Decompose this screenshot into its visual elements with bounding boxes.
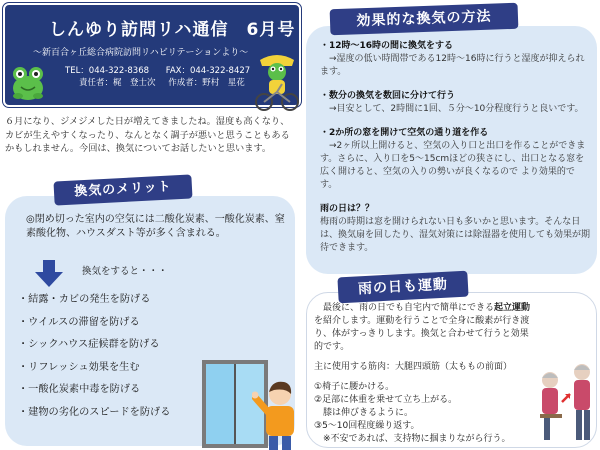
method-content <box>320 40 590 266</box>
method-block <box>320 40 590 79</box>
rain-step: ①椅子に腰かける。 <box>314 382 395 392</box>
method-block-title: ・数分の換気を数回に分けて行う <box>320 91 456 101</box>
rain-intro <box>314 302 536 354</box>
method-block <box>320 127 590 192</box>
method-block-title: ・12時～16時の間に換気をする <box>320 41 454 51</box>
rain-step: ②足部に体重を乗せて立ち上がる。 <box>314 395 458 405</box>
rain-intro-text: 最後に、雨の日でも自宅内で簡単にできる <box>314 303 495 313</box>
method-heading: 効果的な換気の方法 <box>330 3 519 36</box>
list-item: ・シックハウス症候群を防げる <box>18 339 160 350</box>
newsletter-title: しんゆり訪問リハ通信 6月号 <box>49 20 296 40</box>
list-item: ・リフレッシュ効果を生む <box>18 361 140 373</box>
rain-step: 膝は伸びきるように。 <box>314 408 414 418</box>
intro-paragraph: ６月になり、ジメジメした日が増えてきましたね。湿度も高くなり、カビが生えやすくなったり、なんとなく調子が悪いと思うこともあるかもしれません。今回は、換気についてお話したいと思います。 <box>5 116 290 154</box>
newsletter-subtitle: ～新百合ヶ丘総合病院訪問リハビリテーションより～ <box>33 48 249 58</box>
arrow-down-icon <box>34 258 64 288</box>
rain-step: ※不安であれば、支持物に掴まりながら行う。 <box>314 434 511 444</box>
elderly-exercise-illustration <box>536 358 598 448</box>
rain-intro-text: を紹介します。運動を行うことで全身に酸素が行き渡り、体がすっきりします。換気と合わせて行うと効果的です。 <box>314 316 530 352</box>
author-info <box>79 76 255 88</box>
tel-number: TEL：044-322-8368 <box>65 66 150 76</box>
rain-intro-highlight: 起立運動 <box>494 303 531 313</box>
frog-illustration <box>8 60 48 102</box>
frog-on-bicycle-illustration <box>252 52 302 112</box>
method-block-body: 梅雨の時期は窓を開けられない日も多いかと思います。そんな日は、換気扇を回したり、湿気対策には除湿器を使用しても効果が期待できます。 <box>320 217 591 253</box>
rain-content <box>314 302 536 446</box>
method-block-body: →目安として、2時間に1回、５分～10分程度行うと良いです。 <box>320 104 584 114</box>
merit-heading: 換気のメリット <box>53 174 192 205</box>
rain-step: ③5～10回程度繰り返す。 <box>314 421 420 431</box>
method-block-title: 雨の日は？？ <box>320 204 375 214</box>
list-item: ・ウイルスの滞留を防げる <box>18 316 140 328</box>
rain-muscle: 主に使用する筋肉：大腿四頭筋（太ももの前面） <box>314 362 513 372</box>
method-block-body: →湿度の低い時間帯である12時～16時に行うと湿度が抑えられます。 <box>320 54 585 77</box>
method-block-title: ・2か所の窓を開けて空気の通り道を作る <box>320 128 489 138</box>
method-block-body: →2ヶ所以上開けると、空気の入り口と出口を作ることができます。さらに、入り口を5～15cmほどの狭さにし、出口となる窓を広く開けると、空気の入りの勢いが良くなるので より効果的です。 <box>320 141 586 190</box>
list-item: ・結露・カビの発生を防げる <box>18 294 151 305</box>
boy-illustration <box>252 378 300 450</box>
author-person: 作成者：野村 星花 <box>168 78 245 88</box>
contact-info <box>65 64 264 76</box>
responsible-person: 責任者：梶 登士次 <box>79 78 156 88</box>
method-block <box>320 203 590 255</box>
rain-heading: 雨の日も運動 <box>337 271 468 304</box>
list-item: ・建物の劣化のスピードを防げる <box>18 406 171 418</box>
fax-number: FAX：044-322-8427 <box>165 66 251 76</box>
merit-lead-text: ◎閉め切った室内の空気には二酸化炭素、一酸化炭素、窒素酸化物、ハウスダスト等が多く含まれる。 <box>26 214 285 239</box>
method-block <box>320 90 590 116</box>
merit-after-label: 換気をすると・・・ <box>82 266 168 277</box>
list-item: ・一酸化炭素中毒を防げる <box>18 384 141 395</box>
merit-list <box>18 292 170 427</box>
